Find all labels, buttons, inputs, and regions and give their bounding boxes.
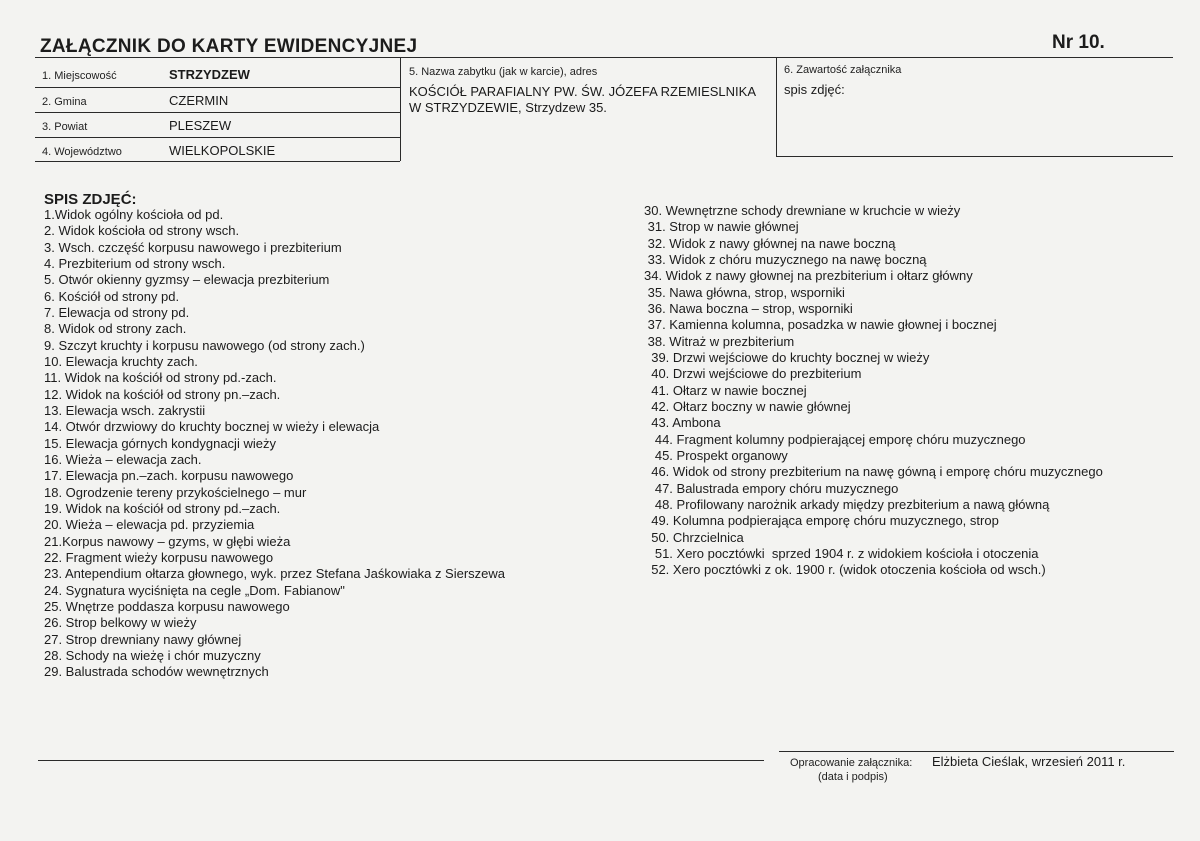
photo-list-item: 43. Ambona [644,415,721,431]
photo-list-item: 30. Wewnętrzne schody drewniane w kruchcie w wieży [644,203,961,218]
photo-list-item: 47. Balustrada empory chóru muzycznego [644,480,899,496]
photo-list-item: 13. Elewacja wsch. zakrystii [44,402,206,418]
header-rule [35,57,1173,58]
photo-list-left [44,207,505,681]
photo-list-item: 19. Widok na kościół od strony pd.–zach. [44,500,281,516]
photo-list-item: 50. Chrzcielnica [644,529,744,545]
field-commune-label: 2. Gmina [42,96,87,108]
photo-list-item: 9. Szczyt kruchty i korpusu nawowego (od strony zach.) [44,337,365,353]
photo-list-item: 42. Ołtarz boczny w nawie głównej [644,398,851,414]
footer-rule-left [38,760,764,761]
photo-list-item: 25. Wnętrze poddasza korpusu nawowego [44,598,290,614]
photo-list-item: 27. Strop drewniany nawy głównej [44,631,242,647]
photo-list-item: 10. Elewacja kruchty zach. [44,353,198,369]
photo-list-item: 23. Antependium ołtarza głownego, wyk. przez Stefana Jaśkowiaka z Sierszewa [44,566,506,582]
photo-list-item: 18. Ogrodzenie tereny przykościelnego – mur [44,484,307,500]
grid-divider-1 [400,57,401,161]
photo-list-item: 4. Prezbiterium od strony wsch. [44,255,226,271]
photo-list-item: 31. Strop w nawie głównej [644,219,799,235]
field-contents-label: 6. Zawartość załącznika [784,64,902,76]
grid-divider-2 [776,57,777,156]
photo-list-right [644,203,1103,579]
photo-list-item: 1.Widok ogólny kościoła od pd. [44,207,224,222]
photo-list-item: 45. Prospekt organowy [644,447,788,463]
photo-list-item: 15. Elewacja górnych kondygnacji wieży [44,435,276,451]
field-locality-value: STRZYDZEW [169,67,250,82]
field-monument-label: 5. Nazwa zabytku (jak w karcie), adres [409,66,598,78]
photo-list-item: 3. Wsch. czczęść korpusu nawowego i prezbiterium [44,239,342,255]
photo-list-item: 28. Schody na wieżę i chór muzyczny [44,647,261,663]
grid-rule-bottom-right [776,156,1173,157]
field-locality-label: 1. Miejscowość [42,70,117,82]
photo-list-item: 22. Fragment wieży korpusu nawowego [44,549,274,565]
photo-list-item: 37. Kamienna kolumna, posadzka w nawie głownej i bocznej [644,317,997,333]
grid-rule-bottom [35,161,400,162]
photo-list-item: 29. Balustrada schodów wewnętrznych [44,664,269,680]
photo-list-item: 8. Widok od strony zach. [44,321,187,337]
photo-list-item: 34. Widok z nawy głownej na prezbiterium i ołtarz główny [644,268,973,284]
photo-list-item: 49. Kolumna podpierająca emporę chóru muzycznego, strop [644,513,999,529]
photo-list-item: 33. Widok z chóru muzycznego na nawę boczną [644,251,927,267]
field-commune-value: CZERMIN [169,93,229,108]
photo-list-item: 14. Otwór drzwiowy do kruchty bocznej w wieży i elewacja [44,419,380,435]
document-number: Nr 10. [1052,32,1105,53]
photo-list-item: 39. Drzwi wejściowe do kruchty bocznej w wieży [644,349,930,365]
photo-list-item: 41. Ołtarz w nawie bocznej [644,382,807,398]
photo-list-item: 20. Wieża – elewacja pd. przyziemia [44,517,255,533]
prepared-by-value: Elżbieta Cieślak, wrzesień 2011 r. [932,754,1126,769]
date-signature-label: (data i podpis) [818,771,888,783]
grid-rule-1 [35,87,400,88]
field-voivodeship-value: WIELKOPOLSKIE [169,143,276,158]
photo-list-heading: SPIS ZDJĘĆ: [44,191,137,208]
photo-list-item: 36. Nawa boczna – strop, wsporniki [644,300,853,316]
photo-list-item: 40. Drzwi wejściowe do prezbiterium [644,366,862,382]
grid-rule-2 [35,112,400,113]
photo-list-item: 32. Widok z nawy głównej na nawe boczną [644,235,896,251]
photo-list-item: 52. Xero pocztówki z ok. 1900 r. (widok otoczenia kościoła od wsch.) [644,562,1046,578]
prepared-by-label: Opracowanie załącznika: [790,757,913,769]
document-title: ZAŁĄCZNIK DO KARTY EWIDENCYJNEJ [40,36,418,57]
photo-list-item: 2. Widok kościoła od strony wsch. [44,223,240,239]
photo-list-item: 11. Widok na kościół od strony pd.-zach. [44,370,277,386]
photo-list-item: 21.Korpus nawowy – gzyms, w głębi wieża [44,533,291,549]
photo-list-item: 16. Wieża – elewacja zach. [44,451,202,467]
photo-list-item: 12. Widok na kościół od strony pn.–zach. [44,386,281,402]
photo-list-item: 24. Sygnatura wyciśnięta na cegle „Dom. Fabianow" [44,582,345,598]
footer-rule-right [779,751,1174,752]
field-county-value: PLESZEW [169,118,232,133]
photo-list-item: 48. Profilowany narożnik arkady między prezbiterium a nawą główną [644,496,1050,512]
field-monument-value-line1: KOŚCIÓŁ PARAFIALNY PW. ŚW. JÓZEFA RZEMIESLNIKA [409,84,756,99]
field-county-label: 3. Powiat [42,121,88,133]
photo-list-item: 5. Otwór okienny gyzmsy – elewacja prezbiterium [44,272,330,288]
photo-list-item: 51. Xero pocztówki sprzed 1904 r. z widokiem kościoła i otoczenia [644,545,1039,561]
field-contents-value: spis zdjęć: [784,82,845,97]
photo-list-item: 38. Witraż w prezbiterium [644,333,795,349]
photo-list-item: 35. Nawa główna, strop, wsporniki [644,284,845,300]
photo-list-item: 6. Kościół od strony pd. [44,288,180,304]
photo-list-item: 26. Strop belkowy w wieży [44,615,197,631]
photo-list-item: 17. Elewacja pn.–zach. korpusu nawowego [44,468,294,484]
field-monument-value-line2: W STRZYDZEWIE, Strzydzew 35. [409,100,607,115]
field-voivodeship-label: 4. Województwo [42,146,122,158]
grid-rule-3 [35,137,400,138]
photo-list-item: 7. Elewacja od strony pd. [44,304,190,320]
photo-list-item: 46. Widok od strony prezbiterium na nawę gówną i emporę chóru muzycznego [644,464,1103,480]
photo-list-item: 44. Fragment kolumny podpierającej emporę chóru muzycznego [644,431,1026,447]
